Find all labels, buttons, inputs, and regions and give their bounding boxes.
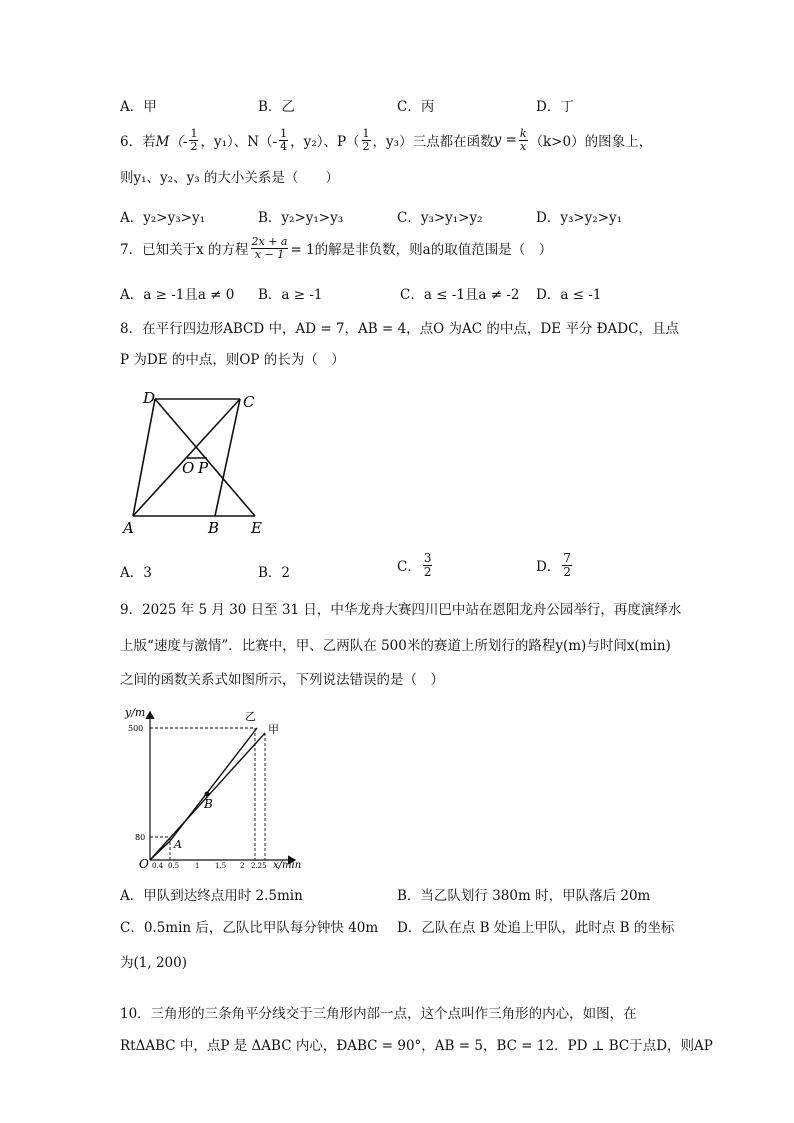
q9-legend-yi: 乙 bbox=[245, 710, 256, 723]
q9-x-axis-label: x/min bbox=[273, 860, 302, 871]
q6-stem-line1 bbox=[120, 128, 652, 152]
q9-line-yi bbox=[150, 728, 257, 860]
q9-ytick-500: 500 bbox=[128, 724, 144, 733]
q9-point-b-label: B bbox=[204, 797, 213, 811]
q9-stem-line1: 9．2025 年 5 月 30 日至 31 日，中华龙舟大赛四川巴中站在恩阳龙舟公园举行，再度演绎水 bbox=[120, 602, 682, 618]
q8-option-a: A．3 bbox=[120, 565, 152, 581]
q9-xtick-1: 1 bbox=[195, 862, 200, 870]
q9-distance-time-graph bbox=[115, 700, 315, 875]
q8-option-c: C． $\frac{3}{2}$ bbox=[397, 551, 432, 579]
q9-xtick-0.5: 0.5 bbox=[168, 862, 180, 870]
q9-option-b: B．当乙队划行 380m 时，甲队落后 20m bbox=[397, 888, 651, 904]
q9-stem-line3: 之间的函数关系式如图所示，下列说法错误的是（ ） bbox=[120, 672, 444, 688]
q8-label-b: B bbox=[208, 519, 220, 537]
q9-option-c: C．0.5min 后，乙队比甲队每分钟快 40m bbox=[120, 920, 379, 936]
q6-point-p: P（ bbox=[336, 134, 360, 151]
q6-stem-line2: 则y₁、y₂、y₃ 的大小关系是（ ） bbox=[120, 170, 339, 186]
q7-option-c: C．a ≤ -1且a ≠ -2 bbox=[400, 287, 520, 303]
q5-option-d: D．丁 bbox=[536, 99, 574, 115]
q7-option-d: D．a ≤ -1 bbox=[536, 287, 602, 303]
q6-lead: 6．若 bbox=[120, 134, 156, 151]
q6-option-c: C．y₃>y₁>y₂ bbox=[397, 210, 483, 226]
q9-xtick-0.4: 0.4 bbox=[152, 862, 164, 870]
q8-label-a: A bbox=[123, 519, 134, 537]
q10-stem-line1: 10．三角形的三条角平分线交于三角形内部一点，这个点叫作三角形的内心，如图，在 bbox=[120, 1006, 637, 1022]
q9-stem-line2: 上版“速度与激情”．比赛中，甲、乙两队在 500米的赛道上所划行的路程y(m)与时间x(min) bbox=[120, 638, 671, 654]
q5-option-c: C．丙 bbox=[397, 99, 435, 115]
q8-option-b: B．2 bbox=[258, 565, 291, 581]
q6-option-a: A．y₂>y₃>y₁ bbox=[120, 210, 205, 226]
q8-label-p: P bbox=[198, 459, 209, 477]
q6-option-b: B．y₂>y₁>y₃ bbox=[258, 210, 344, 226]
q7-option-b: B．a ≥ -1 bbox=[258, 287, 323, 303]
q10-stem-line2: RtΔABC 中，点P 是 ΔABC 内心，ĐABC = 90°，AB = 5，BC = 12．PD ⊥ BC于点D，则AP bbox=[120, 1038, 713, 1054]
q5-option-b: B．乙 bbox=[258, 99, 295, 115]
q6-point-m: M（- bbox=[155, 134, 188, 151]
q6-n-tail: ，y₂）、 bbox=[290, 134, 337, 151]
q9-point-a-label: A bbox=[174, 838, 182, 851]
q7-lead: 7．已知关于x 的方程 bbox=[120, 242, 249, 259]
q9-option-d: D．乙队在点 B 处追上甲队，此时点 B 的坐标 bbox=[397, 920, 675, 936]
q9-point-b-dot bbox=[205, 792, 210, 797]
q5-option-a: A．甲 bbox=[120, 99, 157, 115]
q8-parallelogram-figure bbox=[115, 385, 275, 540]
q8-label-d: D bbox=[143, 389, 156, 407]
q9-ytick-80: 80 bbox=[135, 833, 146, 842]
q8-stem-line2: P 为DE 的中点，则OP 的长为（ ） bbox=[120, 352, 345, 368]
q9-xtick-1.5: 1.5 bbox=[215, 862, 227, 870]
q8-label-e: E bbox=[251, 519, 262, 537]
q8-label-c: C bbox=[243, 393, 255, 411]
q9-y-axis-label: y/m bbox=[125, 706, 146, 719]
q9-option-a: A．甲队到达终点用时 2.5min bbox=[120, 888, 303, 904]
q9-xtick-2: 2 bbox=[240, 862, 245, 870]
q7-tail: = 1的解是非负数，则a的取值范围是（ ） bbox=[290, 242, 553, 259]
q6-m-tail: ，y₁）、 bbox=[200, 134, 248, 151]
q9-origin-label: O bbox=[139, 857, 149, 871]
q9-legend-jia: 甲 bbox=[268, 723, 279, 736]
q8-label-o: O bbox=[182, 459, 195, 477]
q6-func-y: y = bbox=[493, 132, 517, 149]
q6-frac-n: $\frac{1}{4}$ bbox=[280, 127, 288, 153]
q7-stem bbox=[120, 236, 552, 260]
q8-stem-line1: 8．在平行四边形ABCD 中，AD = 7，AB = 4，点O 为AC 的中点，DE 平分 ĐADC，且点 bbox=[120, 321, 679, 337]
q6-option-d: D．y₃>y₂>y₁ bbox=[536, 210, 623, 226]
q6-p-tail: ，y₃）三点都在函数 bbox=[372, 134, 494, 151]
q6-frac-m: $\frac{1}{2}$ bbox=[190, 127, 198, 153]
q9-option-d-cont: 为(1, 200) bbox=[120, 955, 187, 971]
q6-point-n: N（- bbox=[247, 134, 278, 151]
q8-option-d: D． $\frac{7}{2}$ bbox=[536, 551, 571, 579]
q6-func-tail: （k>0）的图象上， bbox=[529, 134, 653, 151]
q6-func-frac: $\frac{k}{x}$ bbox=[519, 127, 527, 153]
q7-option-a: A．a ≥ -1且a ≠ 0 bbox=[120, 287, 235, 303]
q6-frac-p: $\frac{1}{2}$ bbox=[362, 127, 370, 153]
q7-equation-frac: $\frac{2x + a}{x - 1}$ bbox=[251, 235, 288, 261]
q9-xtick-2.25: 2.25 bbox=[251, 862, 267, 870]
